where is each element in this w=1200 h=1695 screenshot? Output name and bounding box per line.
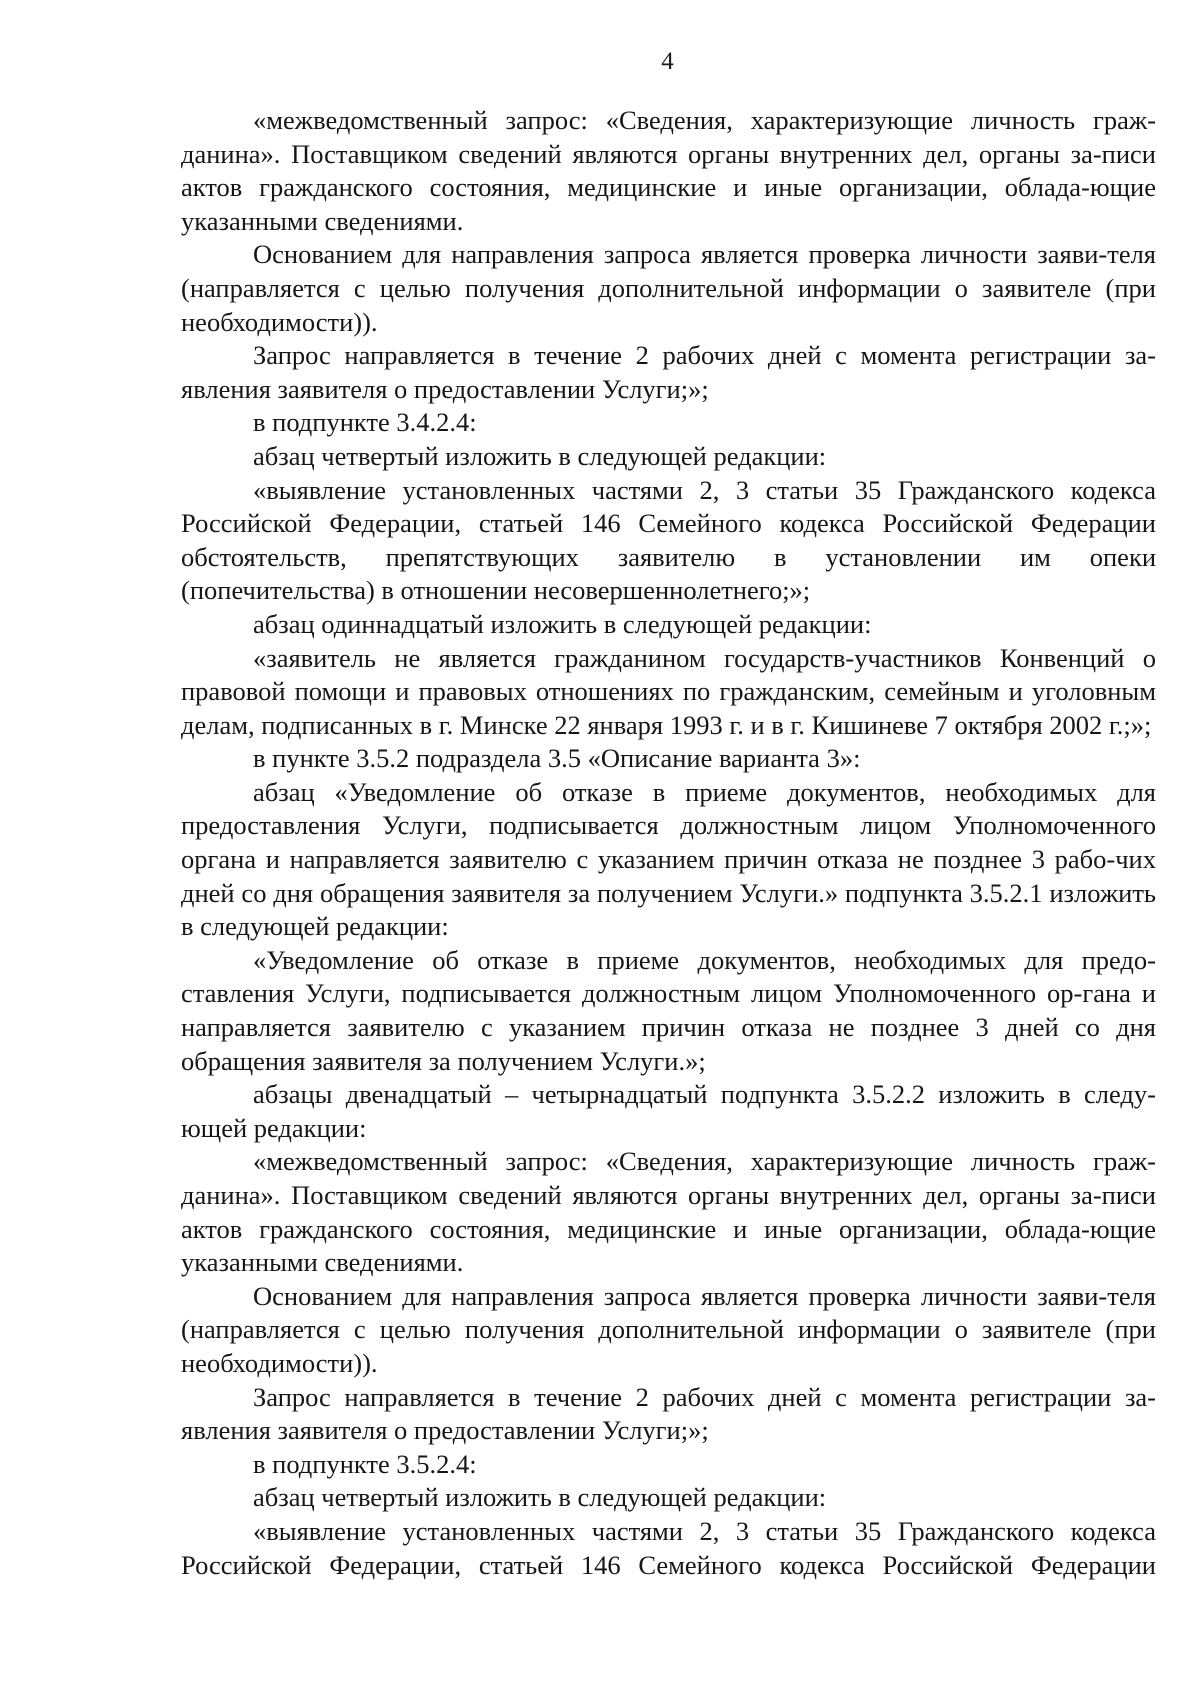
paragraph: Запрос направляется в течение 2 рабочих дней с момента регистрации за-явления заявителя о предоставлении Услуги;»; xyxy=(181,1381,1156,1446)
paragraph: «заявитель не является гражданином государств-участников Конвенций о правовой помощи и правовых отношениях по гражданским, семейным и уголовным делам, подписанных в г. Минске 22 января 1993 г. и в г. Кишиневе 7 октября 2002 г.;»; xyxy=(181,642,1156,740)
paragraph: абзац четвертый изложить в следующей редакции: xyxy=(253,440,827,471)
paragraph: в подпункте 3.4.2.4: xyxy=(253,407,477,438)
paragraph: «выявление установленных частями 2, 3 статьи 35 Гражданского кодекса Российской Федерации, статьей 146 Семейного кодекса Российской Федерации обстоятельств, препятствующих заявителю в установлении им опеки (попечительства) в отношении несовершеннолетнего;»; xyxy=(181,474,1156,606)
paragraph: «Уведомление об отказе в приеме документов, необходимых для предо-ставления Услуги, подписывается должностным лицом Уполномоченного ор-гана и направляется заявителю с указанием причин отказа не позднее 3 дней со дня обращения заявителя за получением Услуги.»; xyxy=(181,944,1156,1076)
paragraph: «выявление установленных частями 2, 3 статьи 35 Гражданского кодекса Российской Федерации, статьей 146 Семейного кодекса Российской Федерации xyxy=(181,1515,1156,1580)
paragraph: абзац «Уведомление об отказе в приеме документов, необходимых для предоставления Услуги, подписывается должностным лицом Уполномоченного органа и направляется заявителю с указанием причин отказа не позднее 3 рабо-чих дней со дня обращения заявителя за получением Услуги.» подпункта 3.5.2.1 изложить в следующей редакции: xyxy=(181,776,1156,942)
paragraph: абзацы двенадцатый – четырнадцатый подпункта 3.5.2.2 изложить в следу-ющей редакции: xyxy=(181,1079,1156,1143)
paragraph: «межведомственный запрос: «Сведения, характеризующие личность граж-данина». Поставщиком сведений являются органы внутренних дел, органы за-писи актов гражданского состояния, медицинские и иные организации, облада-ющие указанными сведениями. xyxy=(181,105,1156,236)
paragraph: абзац четвертый изложить в следующей редакции: xyxy=(253,1482,827,1513)
paragraph: в пункте 3.5.2 подраздела 3.5 «Описание варианта 3»: xyxy=(253,743,861,774)
paragraph: Основанием для направления запроса является проверка личности заяви-теля (направляется с целью получения дополнительной информации о заявителе (при необходимости)). xyxy=(181,1280,1156,1378)
paragraph: абзац одиннадцатый изложить в следующей редакции: xyxy=(253,608,872,639)
page-number: 4 xyxy=(661,48,674,75)
document-body xyxy=(181,104,1156,1582)
paragraph: в подпункте 3.5.2.4: xyxy=(253,1448,477,1479)
paragraph: Основанием для направления запроса является проверка личности заяви-теля (направляется с целью получения дополнительной информации о заявителе (при необходимости)). xyxy=(181,239,1156,337)
paragraph: «межведомственный запрос: «Сведения, характеризующие личность граж-данина». Поставщиком сведений являются органы внутренних дел, органы за-писи актов гражданского состояния, медицинские и иные организации, облада-ющие указанными сведениями. xyxy=(181,1146,1156,1278)
paragraph: Запрос направляется в течение 2 рабочих дней с момента регистрации за-явления заявителя о предоставлении Услуги;»; xyxy=(181,340,1156,404)
